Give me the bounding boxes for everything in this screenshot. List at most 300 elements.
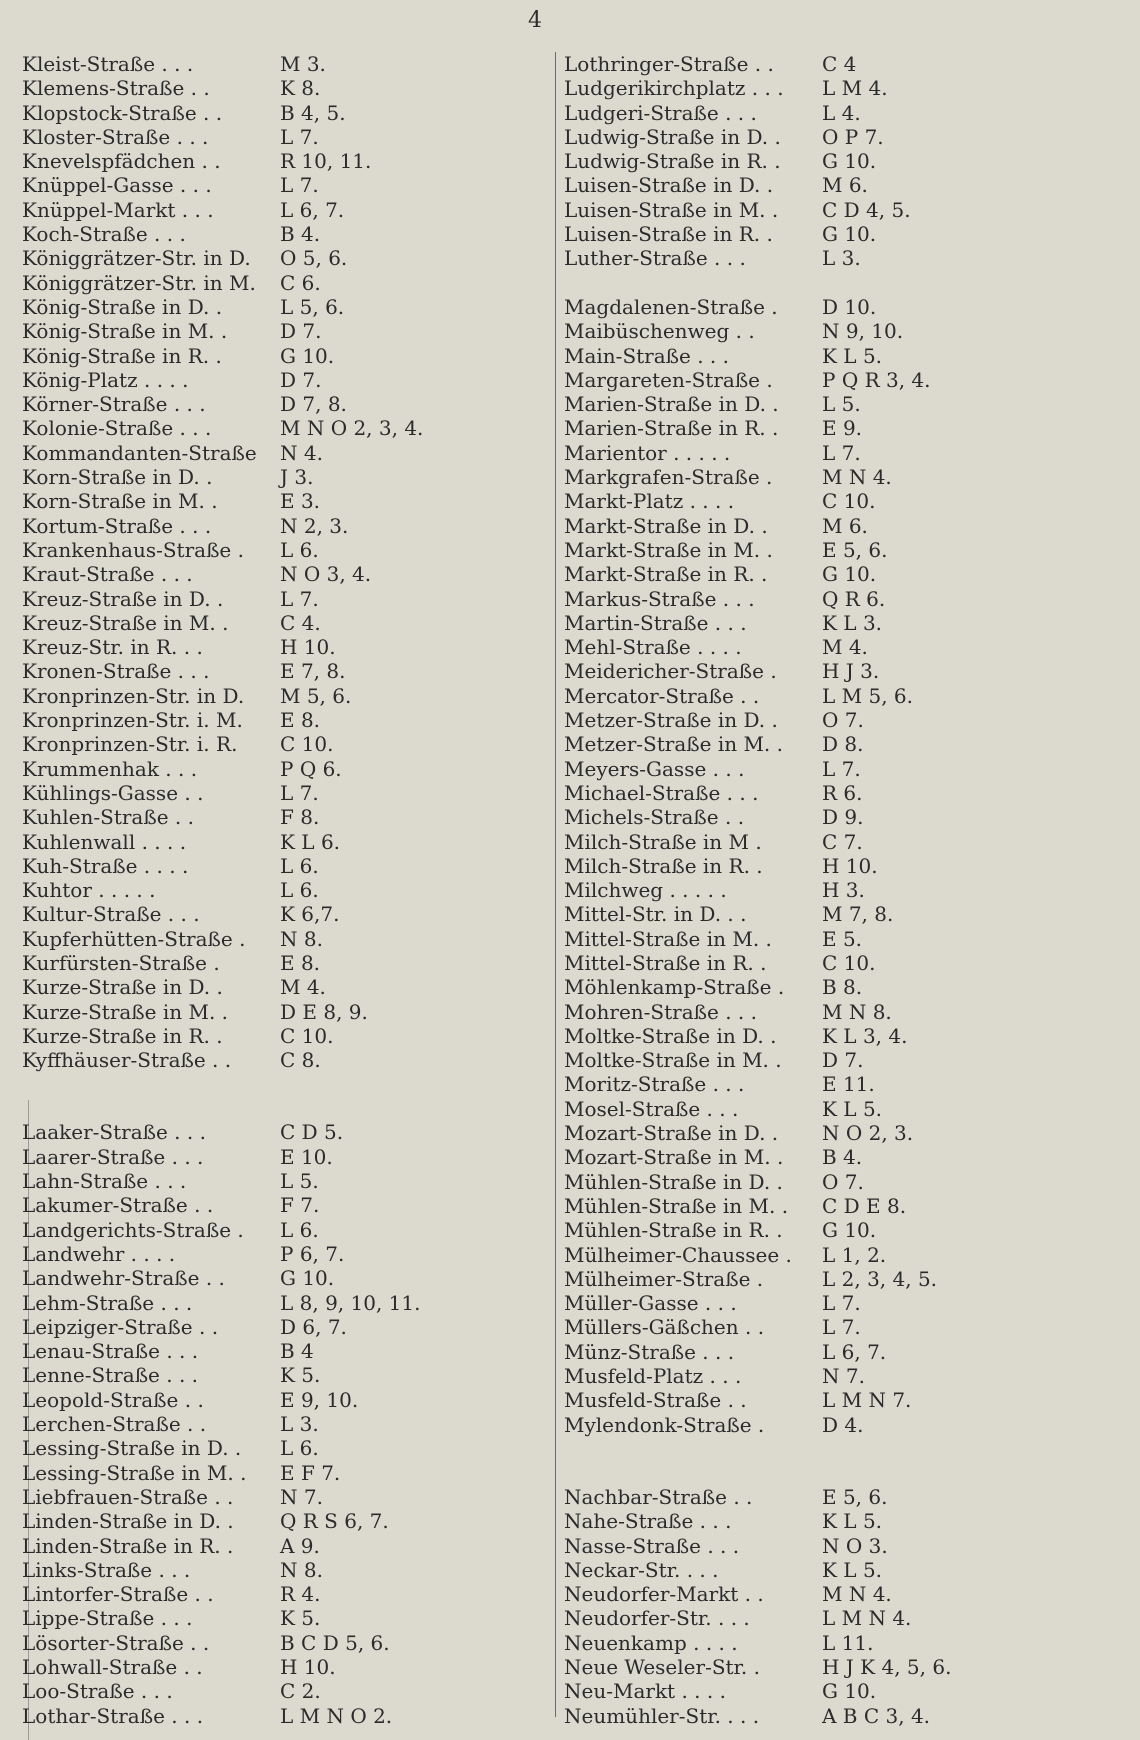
street-name: Kuhlen-Straße . . <box>22 805 194 830</box>
index-entry <box>22 757 542 781</box>
index-entry <box>22 1193 542 1217</box>
index-entry <box>564 562 1084 586</box>
street-name: Main-Straße . . . <box>564 343 729 368</box>
grid-reference: A 9. <box>280 1533 320 1558</box>
street-name: Marien-Straße in D. . <box>564 392 779 417</box>
grid-reference: E 7, 8. <box>280 659 346 684</box>
street-name: Martin-Straße . . . <box>564 610 747 635</box>
grid-reference: C 4 <box>822 52 857 76</box>
street-name: Mühlen-Straße in D. . <box>564 1169 783 1194</box>
index-entry <box>564 101 1084 125</box>
index-entry <box>22 708 542 732</box>
index-entry <box>22 1704 542 1728</box>
street-name: Luisen-Straße in D. . <box>564 173 774 198</box>
index-entry <box>564 1704 1084 1728</box>
street-name: Metzer-Straße in D. . <box>564 708 778 733</box>
grid-reference: O 7. <box>822 1169 864 1194</box>
index-entry <box>22 927 542 951</box>
street-name: Lothar-Straße . . . <box>22 1703 204 1728</box>
grid-reference: N O 3, 4. <box>280 562 372 587</box>
index-entry <box>564 902 1084 926</box>
street-name: Markt-Platz . . . . <box>564 489 735 514</box>
street-name: Lahn-Straße . . . <box>22 1169 187 1194</box>
grid-reference: C 4. <box>280 610 321 635</box>
grid-reference: E 5, 6. <box>822 1484 888 1509</box>
street-name: Meidericher-Straße . <box>564 659 777 684</box>
index-entry <box>564 1194 1084 1218</box>
grid-reference: M N 8. <box>822 999 892 1024</box>
street-name: Neu-Markt . . . . <box>564 1679 726 1704</box>
street-name: Linden-Straße in R. . <box>22 1533 234 1558</box>
index-entry <box>22 1461 542 1485</box>
street-name: Königgrätzer-Str. in M. <box>22 270 256 295</box>
index-entry <box>22 1412 542 1436</box>
grid-reference: G 10. <box>822 1679 877 1704</box>
index-entry <box>22 854 542 878</box>
grid-reference: B C D 5, 6. <box>280 1630 390 1655</box>
grid-reference: K L 5. <box>822 1509 883 1534</box>
street-name: Mittel-Straße in M. . <box>564 926 772 951</box>
group-spacer <box>22 1072 542 1120</box>
grid-reference: L 1, 2. <box>822 1242 887 1267</box>
index-entry <box>564 1485 1084 1509</box>
index-entry <box>564 1509 1084 1533</box>
grid-reference: Q R 6. <box>822 586 886 611</box>
street-name: Münz-Straße . . . <box>564 1339 735 1364</box>
grid-reference: N O 2, 3. <box>822 1121 914 1146</box>
grid-reference: C 10. <box>822 950 876 975</box>
street-name: Lessing-Straße in M. . <box>22 1460 247 1485</box>
grid-reference: B 4 <box>280 1339 314 1364</box>
grid-reference: M 6. <box>822 173 868 198</box>
index-entry <box>22 1145 542 1169</box>
index-entry <box>564 52 1084 76</box>
street-name: Klopstock-Straße . . <box>22 100 223 125</box>
index-entry <box>564 441 1084 465</box>
grid-reference: K L 3. <box>822 610 883 635</box>
index-entry <box>22 635 542 659</box>
street-name: Neudorfer-Markt . . <box>564 1582 764 1607</box>
grid-reference: E 5. <box>822 926 863 951</box>
index-entry <box>22 465 542 489</box>
grid-reference: B 8. <box>822 975 863 1000</box>
index-entry <box>564 1243 1084 1267</box>
street-name: Kurze-Straße in R. . <box>22 1023 223 1048</box>
grid-reference: R 10, 11. <box>280 149 372 174</box>
grid-reference: L 6. <box>280 878 319 903</box>
index-entry <box>22 514 542 538</box>
grid-reference: L 7. <box>822 440 861 465</box>
index-entry <box>22 1606 542 1630</box>
index-entry <box>22 1558 542 1582</box>
street-name: Lehm-Straße . . . <box>22 1290 193 1315</box>
street-name: Kreuz-Str. in R. . . <box>22 635 203 660</box>
street-name: Mohren-Straße . . . <box>564 999 757 1024</box>
street-name: Luisen-Straße in M. . <box>564 197 779 222</box>
index-entry <box>564 1315 1084 1339</box>
grid-reference: E 9. <box>822 416 863 441</box>
street-name: Mozart-Straße in M. . <box>564 1145 784 1170</box>
street-name: Maibüschenweg . . <box>564 319 755 344</box>
index-entry <box>564 1340 1084 1364</box>
grid-reference: D 7. <box>280 367 322 392</box>
grid-reference: L 6, 7. <box>822 1339 887 1364</box>
grid-reference: H 10. <box>280 1655 336 1679</box>
street-name: Nasse-Straße . . . <box>564 1533 740 1558</box>
street-name: Kreuz-Straße in D. . <box>22 586 224 611</box>
index-entry <box>564 1582 1084 1606</box>
street-name: Kolonie-Straße . . . <box>22 416 212 441</box>
grid-reference: C D 5. <box>280 1120 344 1145</box>
index-entry <box>22 611 542 635</box>
street-name: Neckar-Str. . . . <box>564 1557 719 1582</box>
grid-reference: G 10. <box>280 1266 335 1291</box>
grid-reference: M N 4. <box>822 465 892 490</box>
right-column <box>555 52 1084 1728</box>
index-entry <box>22 732 542 756</box>
grid-reference: M 6. <box>822 513 868 538</box>
index-entry <box>22 52 542 76</box>
index-entry <box>564 1121 1084 1145</box>
street-name: Landwehr-Straße . . <box>22 1266 225 1291</box>
index-entry <box>22 76 542 100</box>
street-name: Lenau-Straße . . . <box>22 1339 199 1364</box>
street-name: Mozart-Straße in D. . <box>564 1121 779 1146</box>
grid-reference: L 11. <box>822 1630 874 1655</box>
grid-reference: D 7, 8. <box>280 392 347 417</box>
grid-reference: P Q R 3, 4. <box>822 367 931 392</box>
grid-reference: K L 5. <box>822 1096 883 1121</box>
grid-reference: L M 5, 6. <box>822 683 913 708</box>
index-entry <box>564 344 1084 368</box>
grid-reference: D 8. <box>822 732 864 757</box>
grid-reference: O P 7. <box>822 124 884 149</box>
grid-reference: L 6. <box>280 537 319 562</box>
street-name: Lippe-Straße . . . <box>22 1606 193 1631</box>
index-entry <box>22 1509 542 1533</box>
grid-reference: Q R S 6, 7. <box>280 1509 389 1534</box>
grid-reference: L 6. <box>280 1217 319 1242</box>
index-entry <box>22 1436 542 1460</box>
index-entry <box>22 173 542 197</box>
index-entry <box>22 271 542 295</box>
street-name: Knüppel-Markt . . . <box>22 197 214 222</box>
grid-reference: E 3. <box>280 489 321 514</box>
index-entry <box>22 1120 542 1144</box>
street-name: Moltke-Straße in M. . <box>564 1048 782 1073</box>
grid-reference: C 7. <box>822 829 863 854</box>
street-name: Kreuz-Straße in M. . <box>22 610 229 635</box>
index-entry <box>564 489 1084 513</box>
index-entry <box>564 1655 1084 1679</box>
grid-reference: G 10. <box>280 343 335 368</box>
index-entry <box>22 538 542 562</box>
street-name: Lenne-Straße . . . <box>22 1363 199 1388</box>
grid-reference: L 5. <box>280 1169 319 1194</box>
street-name: Kühlings-Gasse . . <box>22 780 204 805</box>
index-entry <box>22 975 542 999</box>
grid-reference: O 7. <box>822 708 864 733</box>
street-name: Lösorter-Straße . . <box>22 1630 210 1655</box>
grid-reference: L 6, 7. <box>280 197 345 222</box>
street-name: Kuh-Straße . . . . <box>22 853 189 878</box>
grid-reference: C 10. <box>822 489 876 514</box>
index-entry <box>564 781 1084 805</box>
street-name: Lessing-Straße in D. . <box>22 1436 242 1461</box>
index-entry <box>22 149 542 173</box>
grid-reference: M N O 2, 3, 4. <box>280 416 424 441</box>
grid-reference: H J K 4, 5, 6. <box>822 1655 952 1679</box>
index-entry <box>22 198 542 222</box>
index-entry <box>564 1606 1084 1630</box>
grid-reference: L 7. <box>280 173 319 198</box>
grid-reference: F 7. <box>280 1193 320 1218</box>
street-name: Liebfrauen-Straße . . <box>22 1484 234 1509</box>
street-name: Musfeld-Straße . . <box>564 1388 747 1413</box>
street-name: Kommandanten-Straße <box>22 440 257 465</box>
grid-reference: C 10. <box>280 732 334 757</box>
street-name: Knevelspfädchen . . <box>22 149 221 174</box>
street-name: Korn-Straße in M. . <box>22 489 218 514</box>
grid-reference: N 9, 10. <box>822 319 904 344</box>
index-entry <box>564 416 1084 440</box>
street-name: Mittel-Straße in R. . <box>564 950 767 975</box>
street-name: Linden-Straße in D. . <box>22 1509 234 1534</box>
street-name: Ludgeri-Straße . . . <box>564 100 757 125</box>
index-entry <box>564 76 1084 100</box>
index-entry <box>564 1534 1084 1558</box>
grid-reference: K 8. <box>280 76 321 101</box>
grid-reference: E 5, 6. <box>822 537 888 562</box>
grid-reference: G 10. <box>822 1218 877 1243</box>
index-entry <box>564 587 1084 611</box>
grid-reference: L M N O 2. <box>280 1703 393 1728</box>
street-name: Markt-Straße in D. . <box>564 513 768 538</box>
grid-reference: G 10. <box>822 222 877 247</box>
street-name: Kupferhütten-Straße . <box>22 926 246 951</box>
grid-reference: L 7. <box>822 756 861 781</box>
street-name: Kyffhäuser-Straße . . <box>22 1048 232 1073</box>
index-entry <box>22 101 542 125</box>
street-name: Kronprinzen-Str. in D. <box>22 683 245 708</box>
grid-reference: H 10. <box>822 853 878 878</box>
index-entry <box>564 1679 1084 1703</box>
index-entry <box>564 830 1084 854</box>
grid-reference: L 6. <box>280 1436 319 1461</box>
grid-reference: D 7. <box>280 319 322 344</box>
grid-reference: H J 3. <box>822 659 880 684</box>
grid-reference: L 7. <box>822 1291 861 1316</box>
grid-reference: K L 6. <box>280 829 341 854</box>
street-name: Lakumer-Straße . . <box>22 1193 214 1218</box>
page-number: 4 <box>528 8 542 33</box>
grid-reference: G 10. <box>822 149 877 174</box>
street-name: Korn-Straße in D. . <box>22 465 213 490</box>
index-entry <box>564 514 1084 538</box>
street-name: Moltke-Straße in D. . <box>564 1023 777 1048</box>
grid-reference: L 4. <box>822 100 861 125</box>
street-name: Landwehr . . . . <box>22 1241 176 1266</box>
grid-reference: N 7. <box>280 1484 323 1509</box>
street-name: Markus-Straße . . . <box>564 586 755 611</box>
street-name: Metzer-Straße in M. . <box>564 732 784 757</box>
grid-reference: L 7. <box>822 1315 861 1340</box>
grid-reference: C 8. <box>280 1048 321 1073</box>
index-entry <box>564 1631 1084 1655</box>
street-name: Mittel-Str. in D. . . <box>564 902 747 927</box>
grid-reference: N 4. <box>280 440 323 465</box>
grid-reference: K 5. <box>280 1606 321 1631</box>
street-name: Königgrätzer-Str. in D. <box>22 246 251 271</box>
street-name: Kronprinzen-Str. i. R. <box>22 732 238 757</box>
street-name: Nachbar-Straße . . <box>564 1484 753 1509</box>
grid-reference: E F 7. <box>280 1460 341 1485</box>
grid-reference: L M 4. <box>822 76 888 101</box>
street-name: Kortum-Straße . . . <box>22 513 212 538</box>
street-name: Möhlenkamp-Straße . <box>564 975 785 1000</box>
street-name: Links-Straße . . . <box>22 1557 191 1582</box>
street-name: Mühlen-Straße in R. . <box>564 1218 783 1243</box>
grid-reference: D E 8, 9. <box>280 999 368 1024</box>
grid-reference: C 6. <box>280 270 321 295</box>
grid-reference: N 7. <box>822 1364 865 1389</box>
street-name: Neuenkamp . . . . <box>564 1630 738 1655</box>
grid-reference: N 8. <box>280 926 323 951</box>
index-entry <box>22 587 542 611</box>
index-entry <box>564 732 1084 756</box>
index-entry <box>564 319 1084 343</box>
street-name: Mosel-Straße . . . <box>564 1096 739 1121</box>
index-entry <box>22 1388 542 1412</box>
street-name: Leipziger-Straße . . <box>22 1314 219 1339</box>
street-name: Kronprinzen-Str. i. M. <box>22 708 243 733</box>
grid-reference: G 10. <box>822 562 877 587</box>
street-name: Kuhtor . . . . . <box>22 878 156 903</box>
street-name: König-Straße in R. . <box>22 343 222 368</box>
index-entry <box>22 781 542 805</box>
street-name: Luisen-Straße in R. . <box>564 222 773 247</box>
index-entry <box>564 1024 1084 1048</box>
street-name: Kurfürsten-Straße . <box>22 950 220 975</box>
street-name: Ludwig-Straße in R. . <box>564 149 781 174</box>
street-name: Laaker-Straße . . . <box>22 1120 206 1145</box>
index-entry <box>564 1170 1084 1194</box>
index-entry <box>564 392 1084 416</box>
index-entry <box>564 757 1084 781</box>
grid-reference: C 10. <box>280 1023 334 1048</box>
grid-reference: E 8. <box>280 950 321 975</box>
grid-reference: L 7. <box>280 124 319 149</box>
index-entry <box>564 684 1084 708</box>
grid-reference: E 11. <box>822 1072 875 1097</box>
street-name: Michels-Straße . . <box>564 805 745 830</box>
index-entry <box>564 246 1084 270</box>
index-entry <box>564 295 1084 319</box>
street-name: Luther-Straße . . . <box>564 246 746 271</box>
grid-reference: R 4. <box>280 1582 321 1607</box>
index-entry <box>22 125 542 149</box>
index-entry <box>22 1242 542 1266</box>
grid-reference: N O 3. <box>822 1533 888 1558</box>
grid-reference: R 6. <box>822 780 863 805</box>
index-entry <box>22 1024 542 1048</box>
grid-reference: D 4. <box>822 1412 864 1437</box>
street-name: Mehl-Straße . . . . <box>564 635 742 660</box>
grid-reference: H 10. <box>280 635 336 660</box>
grid-reference: L 7. <box>280 586 319 611</box>
street-name: Kleist-Straße . . . <box>22 52 194 76</box>
index-entry <box>564 878 1084 902</box>
index-entry <box>22 878 542 902</box>
index-entry <box>564 1097 1084 1121</box>
grid-reference: O 5, 6. <box>280 246 348 271</box>
street-name: Mülheimer-Chaussee . <box>564 1242 792 1267</box>
grid-reference: B 4, 5. <box>280 100 346 125</box>
street-name: Musfeld-Platz . . . <box>564 1364 742 1389</box>
index-entry <box>564 659 1084 683</box>
index-entry <box>22 392 542 416</box>
street-name: Klemens-Straße . . <box>22 76 210 101</box>
index-entry <box>22 951 542 975</box>
grid-reference: K 5. <box>280 1363 321 1388</box>
street-name: Kloster-Straße . . . <box>22 124 209 149</box>
street-name: Lothringer-Straße . . <box>564 52 774 76</box>
street-name: Müllers-Gäßchen . . <box>564 1315 765 1340</box>
grid-reference: D 6, 7. <box>280 1314 347 1339</box>
grid-reference: D 9. <box>822 805 864 830</box>
grid-reference: M N 4. <box>822 1582 892 1607</box>
grid-reference: K L 5. <box>822 343 883 368</box>
street-name: Milch-Straße in R. . <box>564 853 763 878</box>
index-entry <box>564 1048 1084 1072</box>
index-entry <box>564 222 1084 246</box>
grid-reference: M 3. <box>280 52 326 76</box>
index-entry <box>22 1048 542 1072</box>
street-name: Neumühler-Str. . . . <box>564 1703 760 1728</box>
street-name: Müller-Gasse . . . <box>564 1291 737 1316</box>
index-entry <box>22 1363 542 1387</box>
street-name: Neue Weseler-Str. . <box>564 1655 760 1679</box>
index-entry <box>22 1000 542 1024</box>
street-name: Loo-Straße . . . <box>22 1679 173 1704</box>
grid-reference: M 5, 6. <box>280 683 352 708</box>
index-entry <box>564 368 1084 392</box>
street-name: Landgerichts-Straße . <box>22 1217 244 1242</box>
index-entry <box>22 1339 542 1363</box>
grid-reference: D 10. <box>822 294 877 319</box>
index-entry <box>22 1218 542 1242</box>
street-name: Ludgerikirchplatz . . . <box>564 76 784 101</box>
index-entry <box>564 538 1084 562</box>
index-entry <box>22 344 542 368</box>
street-name: Laarer-Straße . . . <box>22 1144 204 1169</box>
index-entry <box>22 319 542 343</box>
street-name: Marien-Straße in R. . <box>564 416 779 441</box>
street-name: Neudorfer-Str. . . . <box>564 1606 750 1631</box>
street-name: Krankenhaus-Straße . <box>22 537 244 562</box>
street-name: Markt-Straße in M. . <box>564 537 773 562</box>
grid-reference: N 8. <box>280 1557 323 1582</box>
grid-reference: L 7. <box>280 780 319 805</box>
grid-reference: E 9, 10. <box>280 1387 359 1412</box>
index-entry <box>22 1315 542 1339</box>
street-name: Leopold-Straße . . <box>22 1387 204 1412</box>
index-entry <box>564 854 1084 878</box>
grid-reference: H 3. <box>822 878 865 903</box>
grid-reference: K L 3, 4. <box>822 1023 908 1048</box>
index-entry <box>564 1000 1084 1024</box>
index-entry <box>564 1291 1084 1315</box>
